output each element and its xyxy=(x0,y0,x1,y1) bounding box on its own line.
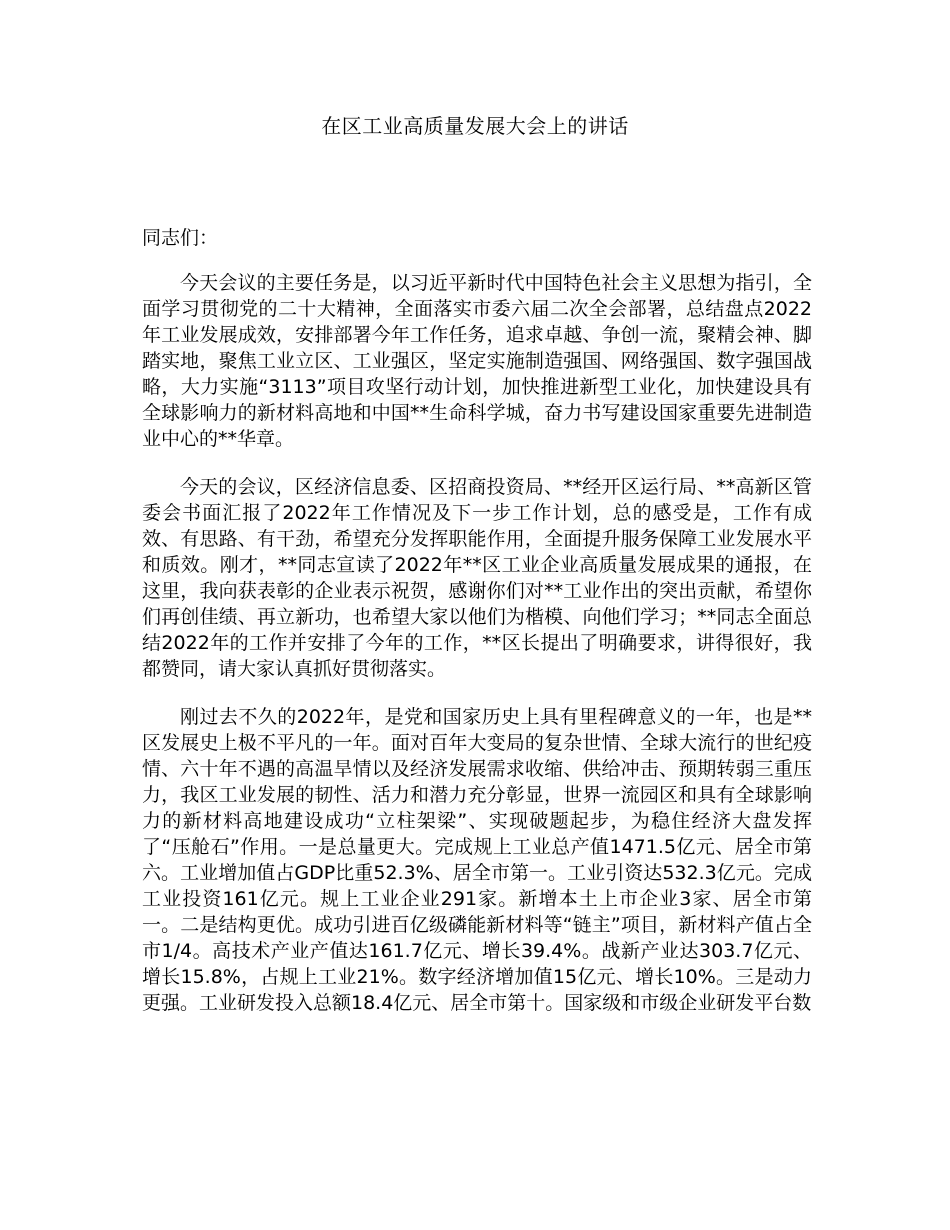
document-title: 在区工业高质量发展大会上的讲话 xyxy=(321,114,629,138)
paragraph-1: 今天会议的主要任务是，以习近平新时代中国特色社会主义思想为指引，全面学习贯彻党的二十大精神，全面落实市委六届二次全会部署，总结盘点2022年工业发展成效，安排部署今年工作任务，追求卓越、争创一流，聚精会神、脚踏实地，聚焦工业立区、工业强区，坚定实施制造强国、网络强国、数字强国战略，大力实施“3113”项目攻坚行动计划，加快推进新型工业化，加快建设具有全球影响力的新材料高地和中国**生命科学城，奋力书写建设国家重要先进制造业中心的**华章。 xyxy=(142,272,812,450)
document-body xyxy=(142,270,812,1016)
paragraph-3: 刚过去不久的2022年，是党和国家历史上具有里程碑意义的一年，也是**区发展史上极不平凡的一年。面对百年大变局的复杂世情、全球大流行的世纪疫情、六十年不遇的高温旱情以及经济发展需求收缩、供给冲击、预期转弱三重压力，我区工业发展的韧性、活力和潜力充分彰显，世界一流园区和具有全球影响力的新材料高地建设成功“立柱架梁”、实现破题起步，为稳住经济大盘发挥了“压舱石”作用。一是总量更大。完成规上工业总产值1471.5亿元、居全市第六。工业增加值占GDP比重52.3%、居全市第一。工业引资达532.3亿元。完成工业投资161亿元。规上工业企业291家。新增本土上市企业3家、居全市第一。二是结构更优。成功引进百亿级磷能新材料等“链主”项目，新材料产值占全市1/4。高技术产业产值达161.7亿元、增长39.4%。战新产业达303.7亿元、增长15.8%，占规上工业21%。数字经济增加值15亿元、增长10%。三是动力更强。工业研发投入总额18.4亿元、居全市第十。国家级和市级企业研发平台数 xyxy=(142,706,812,1014)
salutation: 同志们： xyxy=(142,227,219,249)
paragraph-2: 今天的会议，区经济信息委、区招商投资局、**经开区运行局、**高新区管委会书面汇报了2022年工作情况及下一步工作计划，总的感受是，工作有成效、有思路、有干劲，希望充分发挥职能作用，全面提升服务保障工业发展水平和质效。刚才，**同志宣读了2022年**区工业企业高质量发展成果的通报，在这里，我向获表彰的企业表示祝贺，感谢你们对**工业作出的突出贡献，希望你们再创佳绩、再立新功，也希望大家以他们为楷模、向他们学习；**同志全面总结2022年的工作并安排了今年的工作，**区长提出了明确要求，讲得很好，我都赞同，请大家认真抓好贯彻落实。 xyxy=(142,476,812,680)
